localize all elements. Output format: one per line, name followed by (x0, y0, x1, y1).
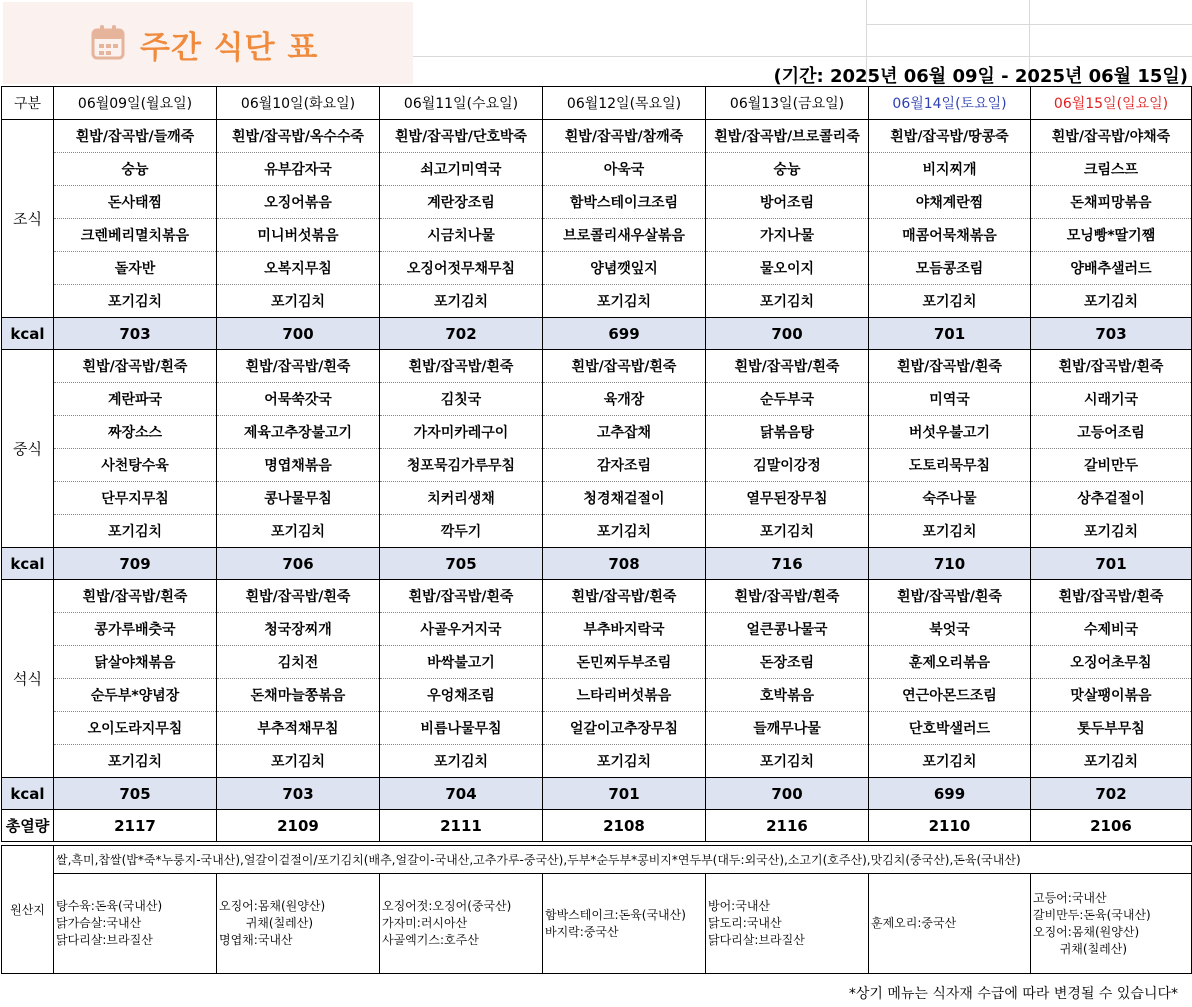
menu-item: 흰밥/잡곡밥/옥수수죽 (217, 120, 380, 153)
menu-item: 계란장조림 (380, 186, 543, 219)
kcal-label: kcal (2, 778, 54, 810)
menu-item: 수제비국 (1031, 613, 1192, 646)
menu-item: 맛살팽이볶음 (1031, 679, 1192, 712)
menu-row (2, 646, 1192, 679)
menu-item: 돈사태찜 (54, 186, 217, 219)
menu-item: 느타리버섯볶음 (543, 679, 706, 712)
day-header: 06월11일(수요일) (380, 87, 543, 120)
menu-item: 흰밥/잡곡밥/땅콩죽 (869, 120, 1031, 153)
menu-item: 들깨무나물 (706, 712, 869, 745)
menu-item: 오복지무침 (217, 252, 380, 285)
kcal-label: kcal (2, 318, 54, 350)
menu-item: 흰밥/잡곡밥/흰죽 (380, 580, 543, 613)
sheet-gridline (413, 56, 1192, 57)
menu-item: 아욱국 (543, 153, 706, 186)
menu-item: 오이도라지무침 (54, 712, 217, 745)
menu-item: 육개장 (543, 383, 706, 416)
menu-item: 돈민찌두부조림 (543, 646, 706, 679)
menu-item: 북엇국 (869, 613, 1031, 646)
menu-item: 콩나물무침 (217, 482, 380, 515)
menu-item: 호박볶음 (706, 679, 869, 712)
meal-label: 중식 (2, 350, 54, 548)
menu-item: 오징어초무침 (1031, 646, 1192, 679)
page-title: 주간 식단 표 (140, 30, 319, 66)
menu-row (2, 580, 1192, 613)
kcal-value: 710 (869, 548, 1031, 580)
menu-item: 버섯우불고기 (869, 416, 1031, 449)
menu-item: 포기김치 (869, 285, 1031, 318)
menu-item: 포기김치 (54, 745, 217, 778)
menu-item: 흰밥/잡곡밥/흰죽 (54, 350, 217, 383)
menu-row (2, 350, 1192, 383)
kcal-value: 702 (1031, 778, 1192, 810)
menu-item: 포기김치 (869, 515, 1031, 548)
menu-item: 콩가루배춧국 (54, 613, 217, 646)
menu-item: 가지나물 (706, 219, 869, 252)
menu-item: 깍두기 (380, 515, 543, 548)
menu-item: 톳두부무침 (1031, 712, 1192, 745)
menu-row (2, 285, 1192, 318)
day-header: 06월10일(화요일) (217, 87, 380, 120)
menu-item: 시금치나물 (380, 219, 543, 252)
menu-row (2, 745, 1192, 778)
menu-item: 흰밥/잡곡밥/흰죽 (706, 350, 869, 383)
menu-row (2, 449, 1192, 482)
menu-item: 감자조림 (543, 449, 706, 482)
menu-item: 비지찌개 (869, 153, 1031, 186)
menu-item: 돌자반 (54, 252, 217, 285)
total-kcal-value: 2117 (54, 810, 217, 842)
menu-item: 돈채마늘쫑볶음 (217, 679, 380, 712)
menu-item: 치커리생채 (380, 482, 543, 515)
menu-item: 미역국 (869, 383, 1031, 416)
menu-item: 얼큰콩나물국 (706, 613, 869, 646)
menu-item: 바싹불고기 (380, 646, 543, 679)
day-header: 06월14일(토요일) (869, 87, 1031, 120)
menu-item: 닭살야채볶음 (54, 646, 217, 679)
menu-row (2, 120, 1192, 153)
kcal-value: 700 (706, 318, 869, 350)
menu-item: 어묵쑥갓국 (217, 383, 380, 416)
kcal-value: 706 (217, 548, 380, 580)
total-label: 총열량 (2, 810, 54, 842)
menu-item: 흰밥/잡곡밥/흰죽 (1031, 350, 1192, 383)
origin-detail: 방어:국내산 닭도리:국내산 닭다리살:브라질산 (706, 874, 869, 974)
menu-item: 연근아몬드조림 (869, 679, 1031, 712)
menu-item: 청국장찌개 (217, 613, 380, 646)
origin-detail: 고등어:국내산 갈비만두:돈육(국내산) 오징어:몸채(원양산) 귀채(칠레산) (1031, 874, 1192, 974)
sheet-gridline (866, 24, 1192, 25)
menu-item: 오징어젓무채무침 (380, 252, 543, 285)
menu-item: 흰밥/잡곡밥/참깨죽 (543, 120, 706, 153)
menu-item: 부추바지락국 (543, 613, 706, 646)
menu-row (2, 153, 1192, 186)
day-header: 06월12일(목요일) (543, 87, 706, 120)
menu-item: 흰밥/잡곡밥/흰죽 (706, 580, 869, 613)
origin-common: 쌀,흑미,찹쌀(밥*죽*누룽지-국내산),얼갈이겉절이/포기김치(배추,얼갈이-국내산,고추가루-중국산),두부*순두부*콩비지*연두부(대두:외국산),소고기(호주산),맛김치(중국산),돈육(국내산) (54, 846, 1192, 874)
menu-item: 단호박샐러드 (869, 712, 1031, 745)
menu-item: 쇠고기미역국 (380, 153, 543, 186)
menu-item: 미니버섯볶음 (217, 219, 380, 252)
menu-item: 양배추샐러드 (1031, 252, 1192, 285)
menu-item: 양념깻잎지 (543, 252, 706, 285)
menu-row (2, 383, 1192, 416)
origin-detail: 탕수육:돈육(국내산) 닭가슴살:국내산 닭다리살:브라질산 (54, 874, 217, 974)
menu-item: 청경채겉절이 (543, 482, 706, 515)
menu-item: 얼갈이고추장무침 (543, 712, 706, 745)
kcal-value: 703 (217, 778, 380, 810)
menu-item: 모닝빵*딸기쨈 (1031, 219, 1192, 252)
menu-item: 포기김치 (54, 515, 217, 548)
menu-item: 포기김치 (217, 285, 380, 318)
menu-item: 순두부국 (706, 383, 869, 416)
menu-item: 포기김치 (869, 745, 1031, 778)
menu-item: 명엽채볶음 (217, 449, 380, 482)
menu-table (1, 86, 1192, 842)
menu-item: 흰밥/잡곡밥/브로콜리죽 (706, 120, 869, 153)
menu-item: 포기김치 (706, 745, 869, 778)
menu-item: 제육고추장불고기 (217, 416, 380, 449)
menu-item: 김말이강정 (706, 449, 869, 482)
menu-row (2, 712, 1192, 745)
kcal-value: 702 (380, 318, 543, 350)
menu-item: 사골우거지국 (380, 613, 543, 646)
menu-item: 비름나물무침 (380, 712, 543, 745)
menu-item: 단무지무침 (54, 482, 217, 515)
kcal-value: 709 (54, 548, 217, 580)
menu-item: 물오이지 (706, 252, 869, 285)
menu-item: 가자미카레구이 (380, 416, 543, 449)
menu-item: 흰밥/잡곡밥/흰죽 (380, 350, 543, 383)
menu-item: 부추적채무침 (217, 712, 380, 745)
menu-item: 훈제오리볶음 (869, 646, 1031, 679)
menu-item: 포기김치 (1031, 745, 1192, 778)
kcal-value: 701 (543, 778, 706, 810)
menu-item: 매콤어묵채볶음 (869, 219, 1031, 252)
menu-item: 돈장조림 (706, 646, 869, 679)
kcal-value: 699 (869, 778, 1031, 810)
menu-row (2, 252, 1192, 285)
kcal-label: kcal (2, 548, 54, 580)
menu-item: 흰밥/잡곡밥/들깨죽 (54, 120, 217, 153)
menu-item: 상추겉절이 (1031, 482, 1192, 515)
menu-item: 흰밥/잡곡밥/흰죽 (54, 580, 217, 613)
day-header: 06월13일(금요일) (706, 87, 869, 120)
menu-item: 갈비만두 (1031, 449, 1192, 482)
menu-item: 시래기국 (1031, 383, 1192, 416)
menu-item: 함박스테이크조림 (543, 186, 706, 219)
total-kcal-value: 2110 (869, 810, 1031, 842)
menu-item: 흰밥/잡곡밥/흰죽 (217, 580, 380, 613)
menu-item: 방어조림 (706, 186, 869, 219)
menu-item: 흰밥/잡곡밥/흰죽 (543, 350, 706, 383)
kcal-value: 703 (1031, 318, 1192, 350)
total-kcal-value: 2106 (1031, 810, 1192, 842)
menu-item: 포기김치 (217, 515, 380, 548)
kcal-value: 703 (54, 318, 217, 350)
kcal-value: 701 (869, 318, 1031, 350)
total-kcal-value: 2108 (543, 810, 706, 842)
footer-note: *상기 메뉴는 식자재 수급에 따라 변경될 수 있습니다* (848, 986, 1178, 1002)
total-kcal-value: 2116 (706, 810, 869, 842)
meal-label: 석식 (2, 580, 54, 778)
menu-item: 순두부*양념장 (54, 679, 217, 712)
menu-item: 흰밥/잡곡밥/야채죽 (1031, 120, 1192, 153)
kcal-row (2, 318, 1192, 350)
title-banner (3, 2, 413, 84)
period-text: (기간: 2025년 06월 09일 - 2025년 06월 15일) (773, 66, 1188, 87)
calendar-icon (91, 24, 125, 60)
header-label: 구분 (2, 87, 54, 120)
menu-item: 포기김치 (706, 285, 869, 318)
menu-item: 흰밥/잡곡밥/흰죽 (869, 580, 1031, 613)
origin-detail: 오징어젓:오징어(중국산) 가자미:러시아산 사골엑기스:호주산 (380, 874, 543, 974)
menu-item: 열무된장무침 (706, 482, 869, 515)
menu-item: 고등어조림 (1031, 416, 1192, 449)
menu-item: 사천탕수육 (54, 449, 217, 482)
origin-detail: 훈제오리:중국산 (869, 874, 1031, 974)
menu-item: 크림스프 (1031, 153, 1192, 186)
menu-item: 포기김치 (543, 745, 706, 778)
menu-item: 유부감자국 (217, 153, 380, 186)
origin-detail: 오징어:몸채(원양산) 귀채(칠레산) 명엽채:국내산 (217, 874, 380, 974)
menu-item: 고추잡채 (543, 416, 706, 449)
total-kcal-value: 2111 (380, 810, 543, 842)
kcal-value: 716 (706, 548, 869, 580)
kcal-value: 699 (543, 318, 706, 350)
total-kcal-value: 2109 (217, 810, 380, 842)
menu-item: 브로콜리새우살볶음 (543, 219, 706, 252)
menu-item: 흰밥/잡곡밥/흰죽 (869, 350, 1031, 383)
menu-item: 흰밥/잡곡밥/흰죽 (1031, 580, 1192, 613)
origin-label: 원산지 (2, 846, 54, 974)
kcal-value: 700 (217, 318, 380, 350)
day-header: 06월09일(월요일) (54, 87, 217, 120)
menu-item: 야채계란찜 (869, 186, 1031, 219)
menu-item: 흰밥/잡곡밥/흰죽 (543, 580, 706, 613)
menu-item: 포기김치 (380, 285, 543, 318)
origin-detail: 함박스테이크:돈육(국내산) 바지락:중국산 (543, 874, 706, 974)
kcal-value: 705 (380, 548, 543, 580)
menu-row (2, 679, 1192, 712)
menu-item: 숙주나물 (869, 482, 1031, 515)
menu-row (2, 416, 1192, 449)
menu-item: 포기김치 (54, 285, 217, 318)
menu-row (2, 515, 1192, 548)
menu-item: 크렌베리멸치볶음 (54, 219, 217, 252)
menu-item: 포기김치 (1031, 515, 1192, 548)
kcal-value: 708 (543, 548, 706, 580)
origin-table (1, 845, 1192, 974)
kcal-value: 705 (54, 778, 217, 810)
menu-item: 흰밥/잡곡밥/단호박죽 (380, 120, 543, 153)
menu-item: 흰밥/잡곡밥/흰죽 (217, 350, 380, 383)
meal-label: 조식 (2, 120, 54, 318)
menu-row (2, 482, 1192, 515)
menu-item: 오징어볶음 (217, 186, 380, 219)
menu-item: 숭늉 (706, 153, 869, 186)
day-header: 06월15일(일요일) (1031, 87, 1192, 120)
menu-item: 포기김치 (1031, 285, 1192, 318)
menu-item: 포기김치 (217, 745, 380, 778)
menu-item: 포기김치 (706, 515, 869, 548)
menu-item: 포기김치 (543, 285, 706, 318)
menu-item: 계란파국 (54, 383, 217, 416)
menu-item: 청포묵김가루무침 (380, 449, 543, 482)
total-row (2, 810, 1192, 842)
menu-item: 짜장소스 (54, 416, 217, 449)
menu-row (2, 186, 1192, 219)
kcal-row (2, 548, 1192, 580)
menu-row (2, 613, 1192, 646)
menu-item: 포기김치 (543, 515, 706, 548)
kcal-row (2, 778, 1192, 810)
menu-item: 김치전 (217, 646, 380, 679)
menu-item: 숭늉 (54, 153, 217, 186)
menu-item: 돈채피망볶음 (1031, 186, 1192, 219)
kcal-value: 701 (1031, 548, 1192, 580)
kcal-value: 700 (706, 778, 869, 810)
menu-item: 우엉채조림 (380, 679, 543, 712)
kcal-value: 704 (380, 778, 543, 810)
header-row (2, 87, 1192, 120)
menu-item: 포기김치 (380, 745, 543, 778)
menu-item: 모듬콩조림 (869, 252, 1031, 285)
menu-item: 김칫국 (380, 383, 543, 416)
menu-item: 닭볶음탕 (706, 416, 869, 449)
menu-row (2, 219, 1192, 252)
menu-item: 도토리묵무침 (869, 449, 1031, 482)
